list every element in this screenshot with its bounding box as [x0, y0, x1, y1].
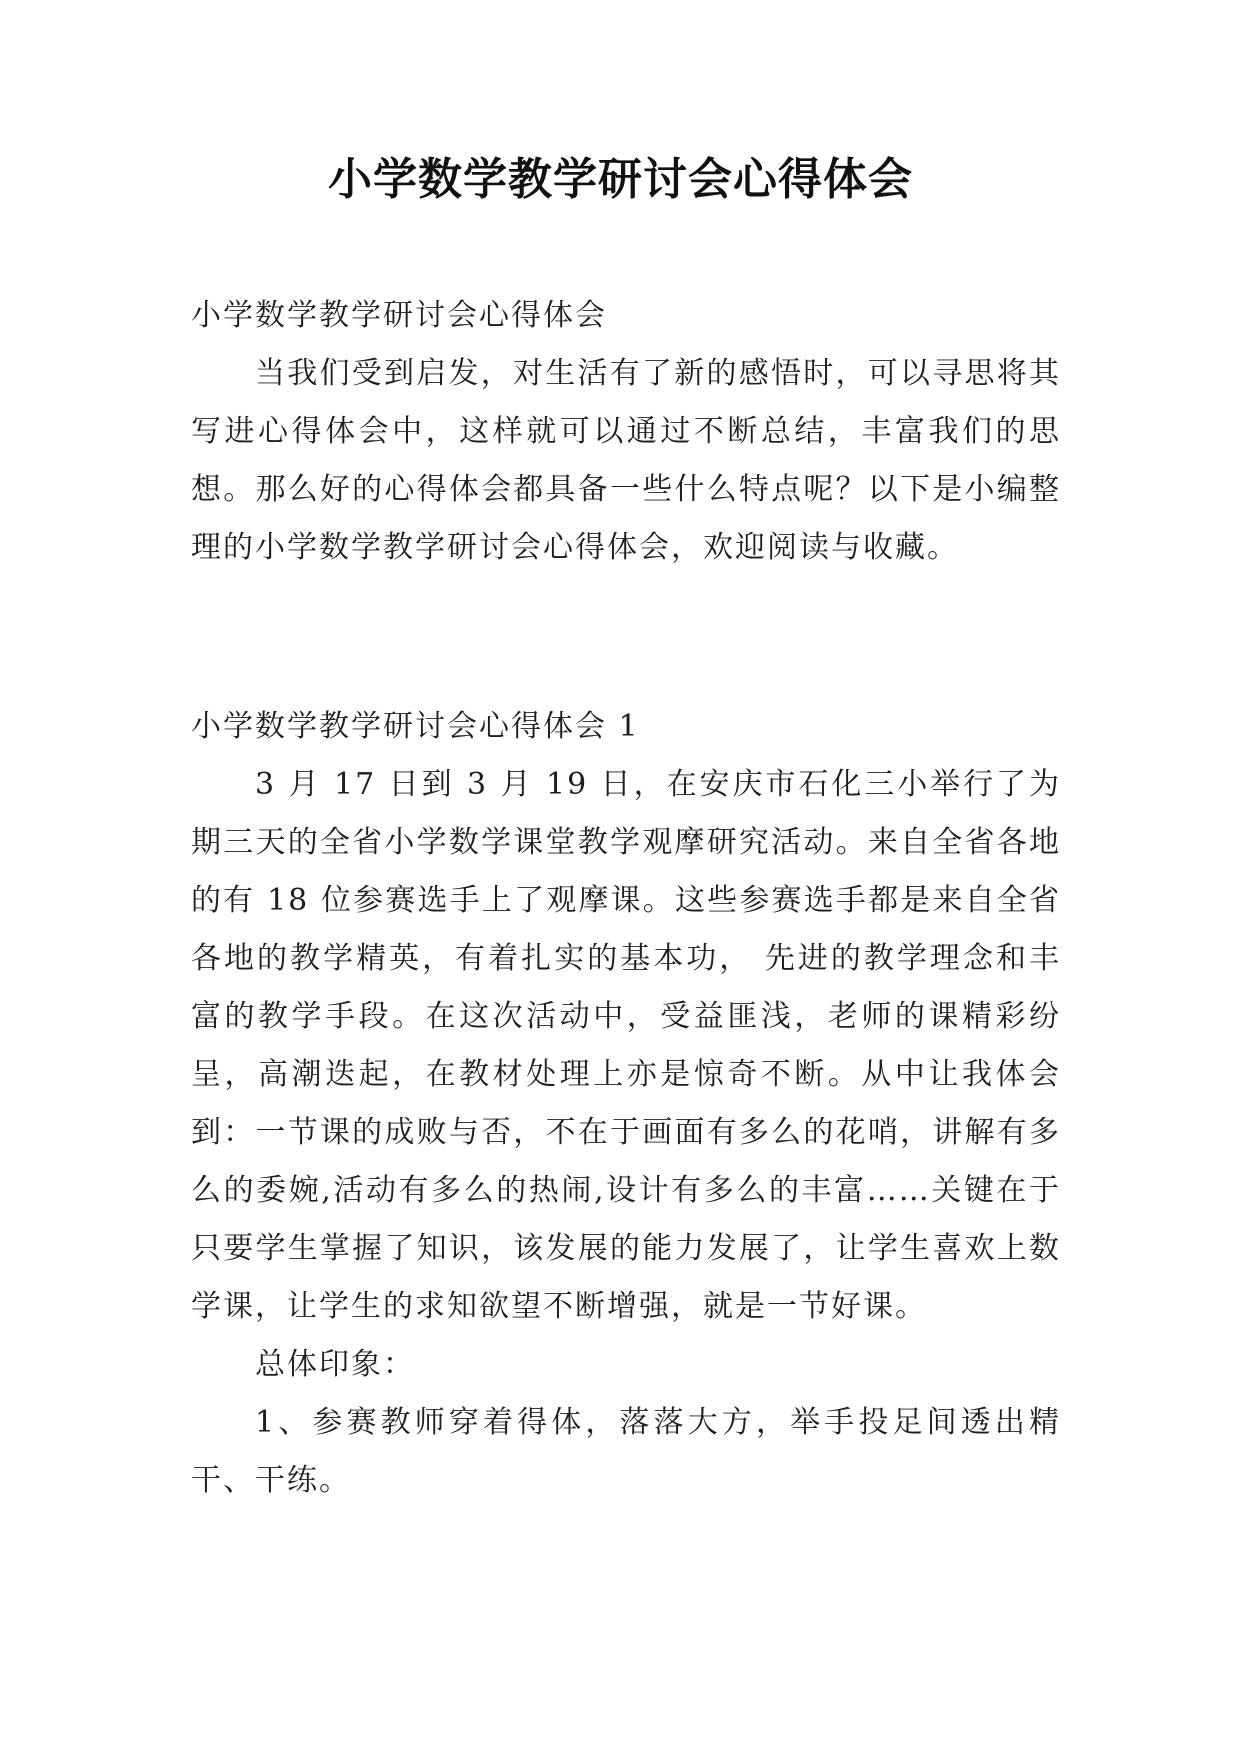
section-1 — [191, 698, 1061, 1510]
intro-heading: 小学数学教学研讨会心得体会 — [191, 298, 607, 333]
impression-label: 总体印象： — [255, 1347, 415, 1382]
section-1-heading: 小学数学教学研讨会心得体会 1 — [191, 709, 640, 744]
intro-section — [191, 287, 1061, 577]
section-1-paragraph: 3 月 17 日到 3 月 19 日，在安庆市石化三小举行了为期三天的全省小学数学课堂教学观摩研究活动。来自全省各地的有 18 位参赛选手上了观摩课。这些参赛选手都是来自全省各地的教学精英，有着扎实的基本功， 先进的教学理念和丰富的教学手段。在这次活动中，受益匪浅，老师的课精彩纷呈，高潮迭起，在教材处理上亦是惊奇不断。从中让我体会到：一节课的成败与否，不在于画面有多么的花哨，讲解有多么的委婉,活动有多么的热闹,设计有多么的丰富……关键在于只要学生掌握了知识，该发展的能力发展了，让学生喜欢上数学课，让学生的求知欲望不断增强，就是一节好课。 — [191, 767, 1061, 1324]
document-title: 小学数学教学研讨会心得体会 — [328, 154, 913, 205]
impression-item-1: 1、参赛教师穿着得体，落落大方，举手投足间透出精干、干练。 — [191, 1405, 1061, 1498]
intro-paragraph: 当我们受到启发，对生活有了新的感悟时，可以寻思将其写进心得体会中，这样就可以通过不断总结，丰富我们的思想。那么好的心得体会都具备一些什么特点呢？以下是小编整理的小学数学教学研讨会心得体会，欢迎阅读与收藏。 — [191, 356, 1061, 565]
